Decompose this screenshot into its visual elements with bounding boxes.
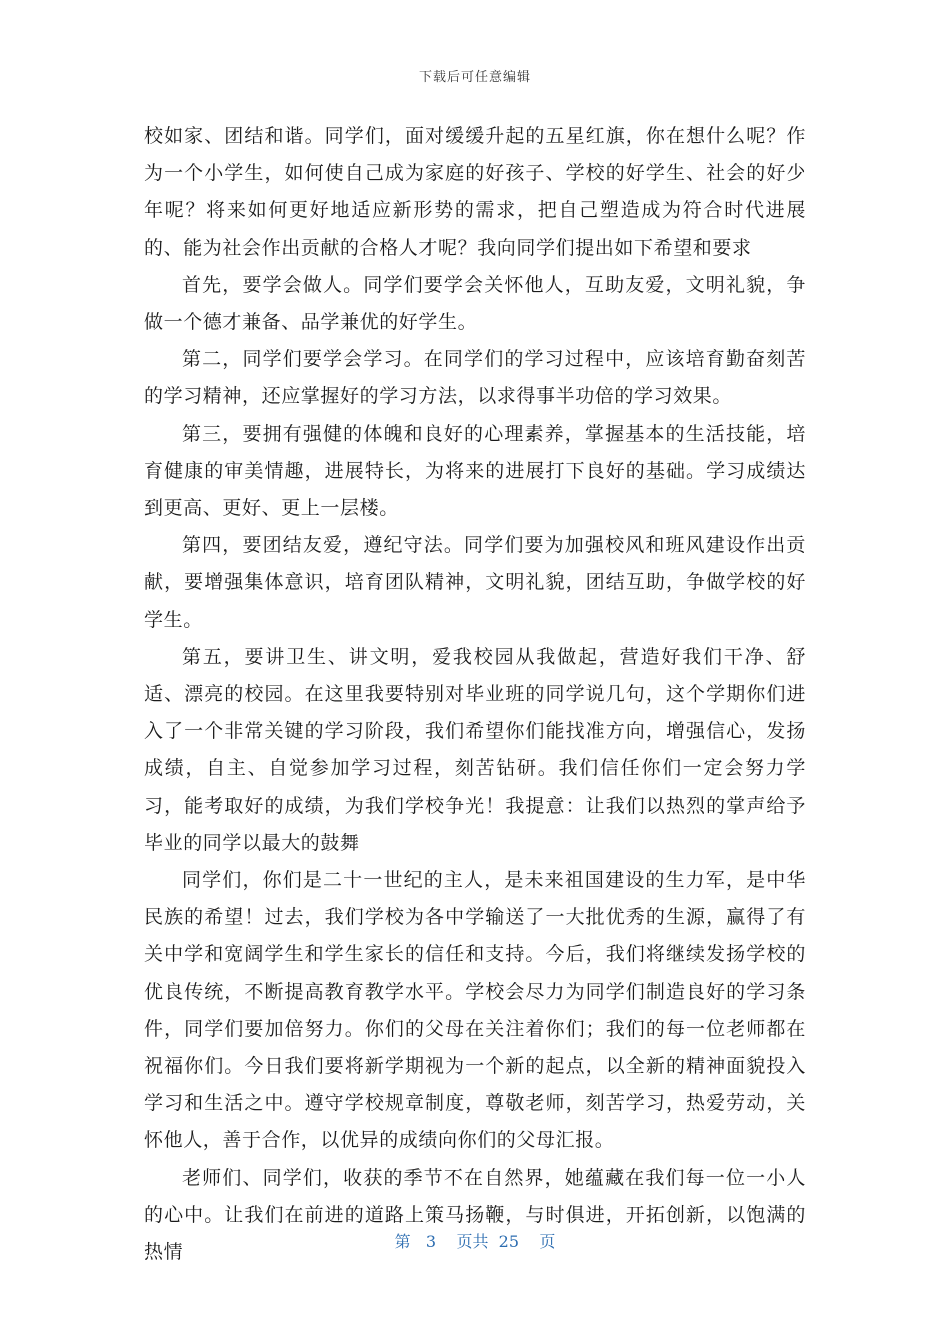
paragraph-8: 老师们、同学们，收获的季节不在自然界，她蕴藏在我们每一位一小人的心中。让我们在前进的道路上策马扬鞭，与时俱进，开拓创新，以饱满的热情 (144, 1166, 806, 1264)
paragraph-2: 首先，要学会做人。同学们要学会关怀他人，互助友爱，文明礼貌，争做一个德才兼备、品学兼优的好学生。 (144, 273, 806, 334)
paragraph-1: 校如家、团结和谐。同学们，面对缓缓升起的五星红旗，你在想什么呢？作为一个小学生，如何使自己成为家庭的好孩子、学校的好学生、社会的好少年呢？将来如何更好地适应新形势的需求，把自己塑造成为符合时代进展的、能为社会作出贡献的合格人才呢？我向同学们提出如下希望和要求 (144, 125, 806, 259)
current-page-number: 3 (425, 1232, 437, 1251)
footer-middle: 页共 (456, 1232, 489, 1251)
paragraph-4: 第三，要拥有强健的体魄和良好的心理素养，掌握基本的生活技能，培育健康的审美情趣，进展特长，为将来的进展打下良好的基础。学习成绩达到更高、更好、更上一层楼。 (144, 422, 806, 520)
paragraph-3: 第二，同学们要学会学习。在同学们的学习过程中，应该培育勤奋刻苦的学习精神，还应掌握好的学习方法，以求得事半功倍的学习效果。 (144, 348, 806, 408)
download-editable-note: 下载后可任意编辑 (418, 70, 531, 85)
footer-prefix: 第 (394, 1232, 411, 1251)
paragraph-7: 同学们，你们是二十一世纪的主人，是未来祖国建设的生力军，是中华民族的希望！过去，我们学校为各中学输送了一大批优秀的生源，赢得了有关中学和宽阔学生和学生家长的信任和支持。今后，我们将继续发扬学校的优良传统，不断提高教育教学水平。学校会尽力为同学们制造良好的学习条件，同学们要加倍努力。你们的父母在关注着你们；我们的每一位老师都在祝福你们。今日我们要将新学期视为一个新的起点，以全新的精神面貌投入学习和生活之中。遵守学校规章制度，尊敬老师，刻苦学习，热爱劳动，关怀他人，善于合作，以优异的成绩向你们的父母汇报。 (144, 869, 806, 1152)
paragraph-5: 第四，要团结友爱，遵纪守法。同学们要为加强校风和班风建设作出贡献，要增强集体意识，培育团队精神，文明礼貌，团结互助，争做学校的好学生。 (144, 534, 806, 631)
paragraph-6: 第五，要讲卫生、讲文明，爱我校园从我做起，营造好我们干净、舒适、漂亮的校园。在这里我要特别对毕业班的同学说几句，这个学期你们进入了一个非常关键的学习阶段，我们希望你们能找准方向，增强信心，发扬成绩，自主、自觉参加学习过程，刻苦钻研。我们信任你们一定会努力学习，能考取好的成绩，为我们学校争光！我提意：让我们以热烈的掌声给予毕业的同学以最大的鼓舞 (144, 645, 806, 854)
total-page-count: 25 (498, 1232, 519, 1251)
footer-suffix: 页 (539, 1232, 556, 1251)
page-number-footer (0, 1229, 950, 1252)
document-body (144, 118, 806, 1271)
